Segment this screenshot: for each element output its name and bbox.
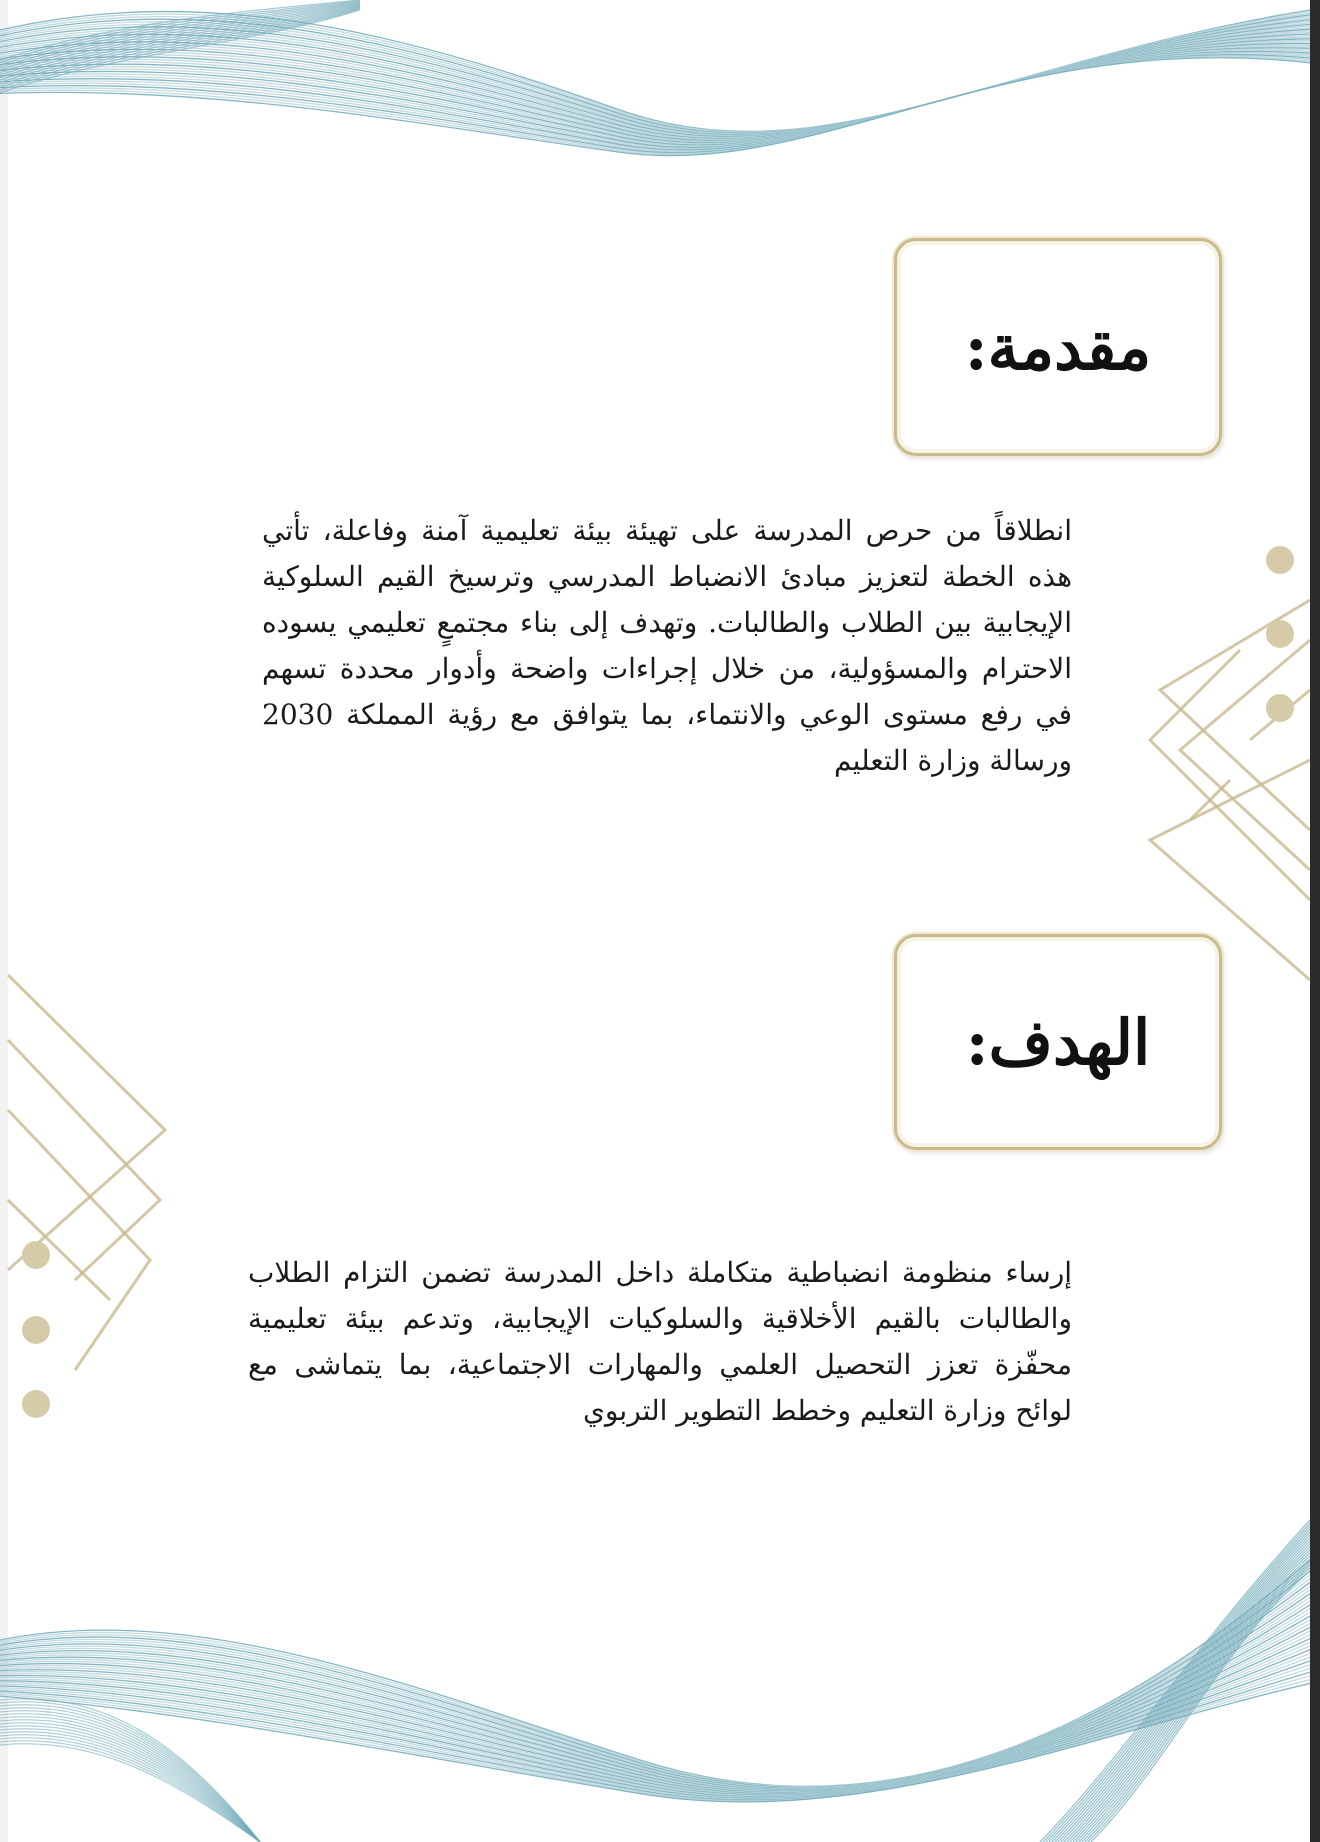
dot — [1266, 620, 1294, 648]
wave-line — [0, 1741, 260, 1842]
left-dots-decoration — [22, 1241, 50, 1418]
goal-paragraph: إرساء منظومة انضباطية متكاملة داخل المدرسة تضمن التزام الطلاب والطالبات بالقيم الأخلاقية والسلوكيات الإيجابية، وتدعم بيئة تعليمية محفّزة تعزز التحصيل العلمي والمهارات الاجتماعية، بما يتماشى مع لوائح وزارة التعليم وخطط التطوير التربوي — [248, 1256, 1072, 1427]
wave-line — [0, 1564, 1310, 1787]
wave-line — [0, 1605, 1310, 1791]
wave-line — [0, 1590, 1310, 1790]
dot — [22, 1316, 50, 1344]
left-gold-lines-decoration — [8, 975, 165, 1370]
wave-line — [0, 1738, 260, 1842]
dot — [1266, 546, 1294, 574]
right-gold-lines-decoration — [1150, 600, 1310, 980]
wave-line — [0, 1560, 1310, 1786]
goal-heading-box — [894, 934, 1222, 1150]
wave-line — [0, 1744, 260, 1842]
dot — [22, 1390, 50, 1418]
bottom-wave-decoration — [0, 1520, 1310, 1842]
intro-paragraph: انطلاقاً من حرص المدرسة على تهيئة بيئة تعليمية آمنة وفاعلة، تأتي هذه الخطة لتعزيز مبادئ الانضباط المدرسي وترسيخ القيم السلوكية الإيجابية بين الطلاب والطالبات. وتهدف إلى بناء مجتمعٍ تعليمي يسوده الاحترام والمسؤولية، من خلال إجراءات واضحة وأدوار محددة تسهم في رفع مستوى الوعي والانتماء، بما يتوافق مع رؤية المملكة 2030 ورسالة وزارة التعليم — [262, 514, 1072, 777]
right-dots-decoration — [1266, 546, 1294, 722]
wave-line — [0, 1735, 260, 1842]
dot — [1266, 694, 1294, 722]
intro-heading: مقدمة: — [964, 310, 1152, 384]
wave-line — [0, 1732, 260, 1842]
wave-line — [0, 1567, 1310, 1787]
top-wave-decoration — [0, 0, 1310, 156]
page-right-edge — [1310, 0, 1320, 1842]
intro-heading-box — [894, 238, 1222, 456]
goal-heading: الهدف: — [965, 1005, 1151, 1079]
dot — [22, 1241, 50, 1269]
gold-line — [8, 975, 165, 1210]
